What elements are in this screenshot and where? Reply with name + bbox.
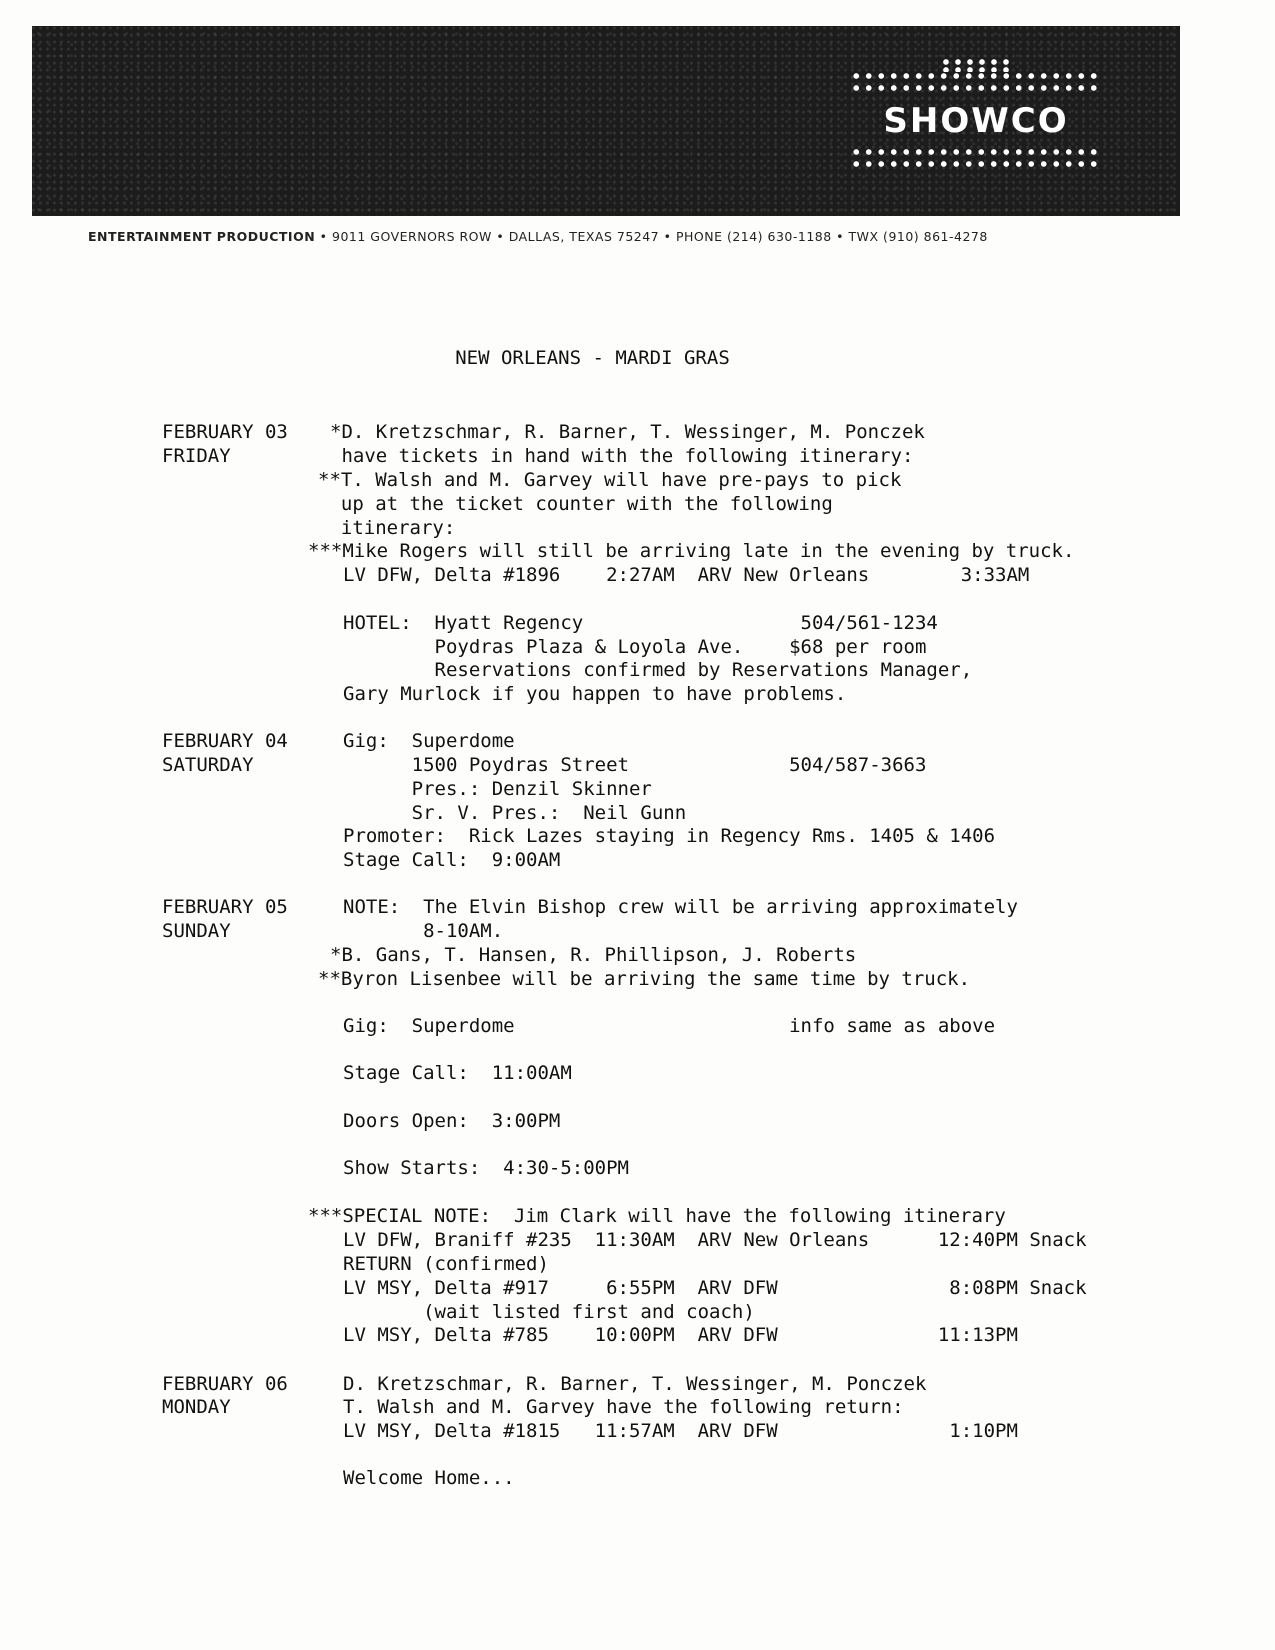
- feb05-line: **Byron Lisenbee will be arriving the same time by truck.: [318, 968, 971, 990]
- feb03-line: **T. Walsh and M. Garvey will have pre-pays to pick: [318, 469, 902, 491]
- feb06-line: D. Kretzschmar, R. Barner, T. Wessinger, M. Ponczek: [343, 1373, 927, 1395]
- logo-dot-row: [850, 84, 1100, 92]
- feb05-line: NOTE: The Elvin Bishop crew will be arriving approximately: [343, 896, 1018, 918]
- feb05-flight: LV MSY, Delta #785 10:00PM ARV DFW 11:13PM: [343, 1324, 1018, 1346]
- feb04-date: FEBRUARY 04: [162, 730, 288, 752]
- feb03-flight: LV DFW, Delta #1896 2:27AM ARV New Orleans 3:33AM: [343, 564, 1030, 586]
- feb05-line: Show Starts: 4:30-5:00PM: [343, 1157, 629, 1179]
- logo-dot-row: [850, 148, 1100, 156]
- feb03-line: *D. Kretzschmar, R. Barner, T. Wessinger, M. Ponczek: [330, 421, 925, 443]
- feb05-line: *B. Gans, T. Hansen, R. Phillipson, J. Roberts: [330, 944, 857, 966]
- feb03-hotel-note: Gary Murlock if you happen to have problems.: [343, 683, 847, 705]
- address-lead: ENTERTAINMENT PRODUCTION: [88, 229, 316, 244]
- feb05-line: 8-10AM.: [343, 920, 504, 942]
- feb04-line: 1500 Poydras Street 504/587-3663: [343, 754, 927, 776]
- feb06-date: FEBRUARY 06: [162, 1373, 288, 1395]
- logo-dot-row: [850, 160, 1100, 168]
- feb05-line: Gig: Superdome info same as above: [343, 1015, 996, 1037]
- feb06-closing: Welcome Home...: [343, 1467, 515, 1489]
- showco-logo: [850, 62, 1100, 180]
- feb05-line: Doors Open: 3:00PM: [343, 1110, 561, 1132]
- feb04-line: Pres.: Denzil Skinner: [343, 778, 652, 800]
- feb03-day: FRIDAY: [162, 445, 231, 467]
- feb06-day: MONDAY: [162, 1396, 231, 1418]
- feb03-line: up at the ticket counter with the following: [318, 493, 833, 515]
- feb03-hotel-address: Poydras Plaza & Loyola Ave. $68 per room: [343, 636, 927, 658]
- feb05-flight: LV DFW, Braniff #235 11:30AM ARV New Orleans 12:40PM Snack: [343, 1229, 1087, 1251]
- logo-dot-row: [850, 72, 1100, 80]
- feb06-line: T. Walsh and M. Garvey have the following return:: [343, 1396, 904, 1418]
- feb05-day: SUNDAY: [162, 920, 231, 942]
- feb03-line: itinerary:: [318, 517, 456, 539]
- logo-dot-arc: [940, 58, 1010, 72]
- feb05-line: (wait listed first and coach): [343, 1301, 755, 1323]
- feb05-flight: LV MSY, Delta #917 6:55PM ARV DFW 8:08PM Snack: [343, 1277, 1087, 1299]
- feb06-flight: LV MSY, Delta #1815 11:57AM ARV DFW 1:10PM: [343, 1420, 1018, 1442]
- feb05-line: ***SPECIAL NOTE: Jim Clark will have the following itinerary: [308, 1205, 1006, 1227]
- feb05-line: Stage Call: 11:00AM: [343, 1062, 572, 1084]
- feb03-date: FEBRUARY 03: [162, 421, 288, 443]
- feb05-line: RETURN (confirmed): [343, 1253, 549, 1275]
- logo-text: SHOWCO: [883, 101, 1069, 141]
- letterhead-banner: [32, 26, 1180, 216]
- feb03-line: have tickets in hand with the following itinerary:: [330, 445, 914, 467]
- letterhead-address: [88, 229, 1148, 244]
- feb04-line: Stage Call: 9:00AM: [343, 849, 561, 871]
- feb04-line: Gig: Superdome: [343, 730, 515, 752]
- feb04-line: Promoter: Rick Lazes staying in Regency Rms. 1405 & 1406: [343, 825, 996, 847]
- feb04-day: SATURDAY: [162, 754, 254, 776]
- feb04-line: Sr. V. Pres.: Neil Gunn: [343, 802, 687, 824]
- feb05-date: FEBRUARY 05: [162, 896, 288, 918]
- feb03-hotel: HOTEL: Hyatt Regency 504/561-1234: [343, 612, 938, 634]
- address-details: • 9011 GOVERNORS ROW • DALLAS, TEXAS 75247 • PHONE (214) 630-1188 • TWX (910) 861-4278: [315, 229, 988, 244]
- document-title: NEW ORLEANS - MARDI GRAS: [455, 347, 730, 369]
- feb03-hotel-note: Reservations confirmed by Reservations Manager,: [343, 659, 973, 681]
- feb03-line: ***Mike Rogers will still be arriving late in the evening by truck.: [308, 540, 1075, 562]
